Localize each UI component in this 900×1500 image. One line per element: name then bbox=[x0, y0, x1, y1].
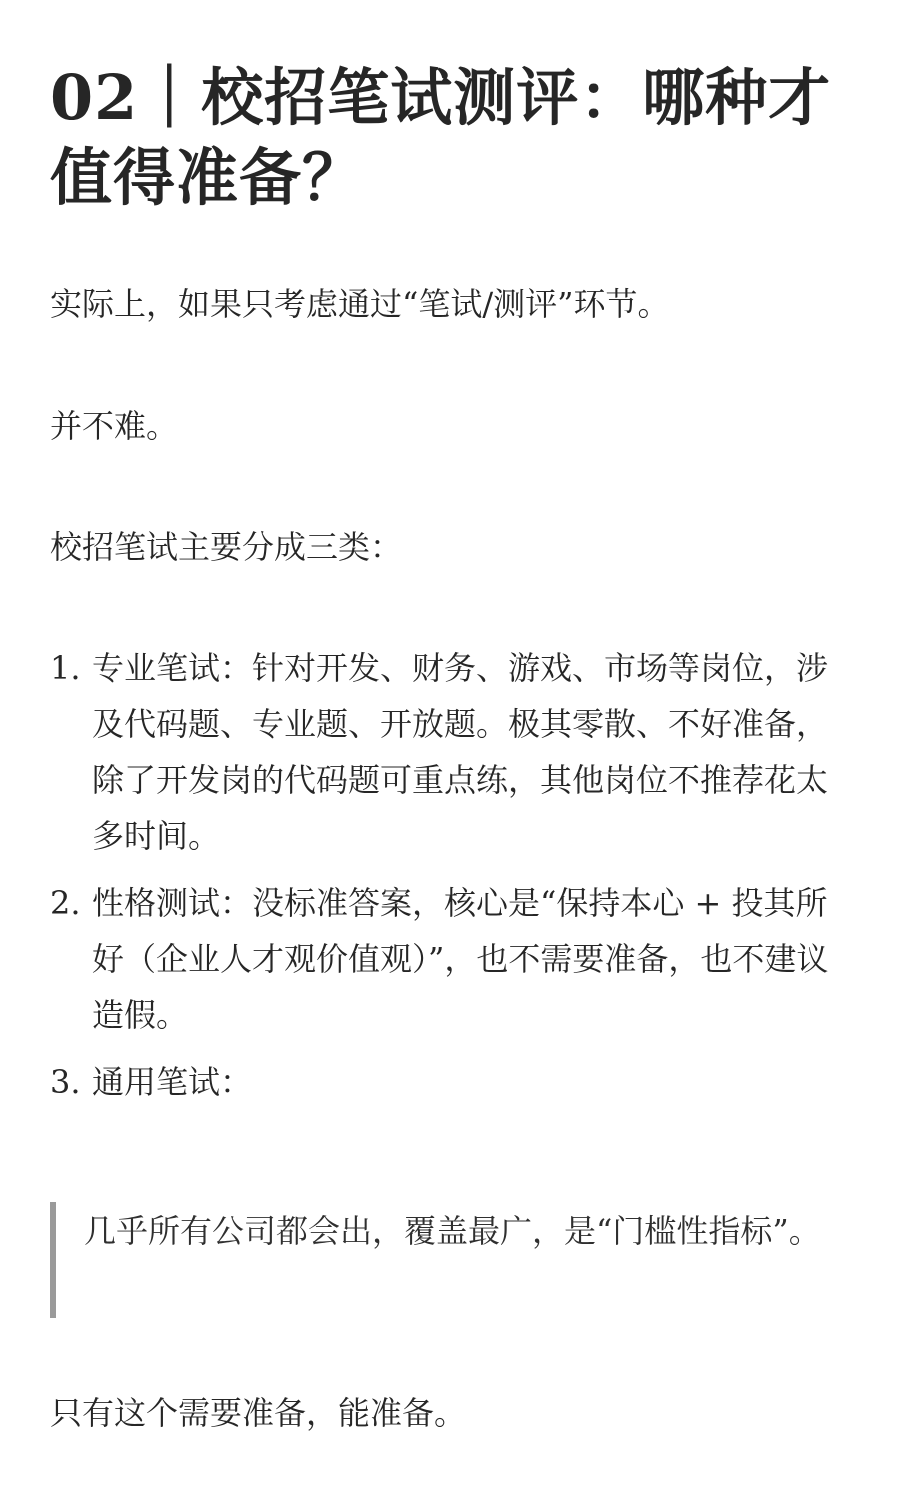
blockquote-text: 几乎所有公司都会出，覆盖最广，是“门槛性指标”。 bbox=[84, 1212, 821, 1250]
list-item-personality bbox=[50, 875, 850, 1043]
list-item-number: 3. bbox=[50, 1063, 81, 1101]
list-item-text: 性格测试：没标准答案，核心是“保持本心 + 投其所好（企业人才观价值观）”，也不需要准备，也不建议造假。 bbox=[92, 884, 829, 1034]
exam-types-list bbox=[50, 640, 850, 1121]
list-item-text: 通用笔试： bbox=[92, 1063, 253, 1101]
paragraph-closing: 只有这个需要准备，能准备。 bbox=[50, 1394, 467, 1432]
paragraph-not-hard: 并不难。 bbox=[50, 407, 179, 445]
list-item-professional bbox=[50, 640, 850, 864]
list-item-number: 1. bbox=[50, 649, 81, 687]
paragraph-intro: 实际上，如果只考虑通过“笔试/测评”环节。 bbox=[50, 285, 670, 323]
article-title: 02｜校招笔试测评：哪种才值得准备？ bbox=[50, 61, 832, 214]
list-item-number: 2. bbox=[50, 884, 81, 922]
list-item-text: 专业笔试：针对开发、财务、游戏、市场等岗位，涉及代码题、专业题、开放题。极其零散、不好准备，除了开发岗的代码题可重点练，其他岗位不推荐花太多时间。 bbox=[92, 649, 829, 855]
paragraph-three-types: 校招笔试主要分成三类： bbox=[50, 528, 403, 566]
blockquote bbox=[50, 1202, 850, 1318]
list-item-general bbox=[50, 1054, 850, 1110]
